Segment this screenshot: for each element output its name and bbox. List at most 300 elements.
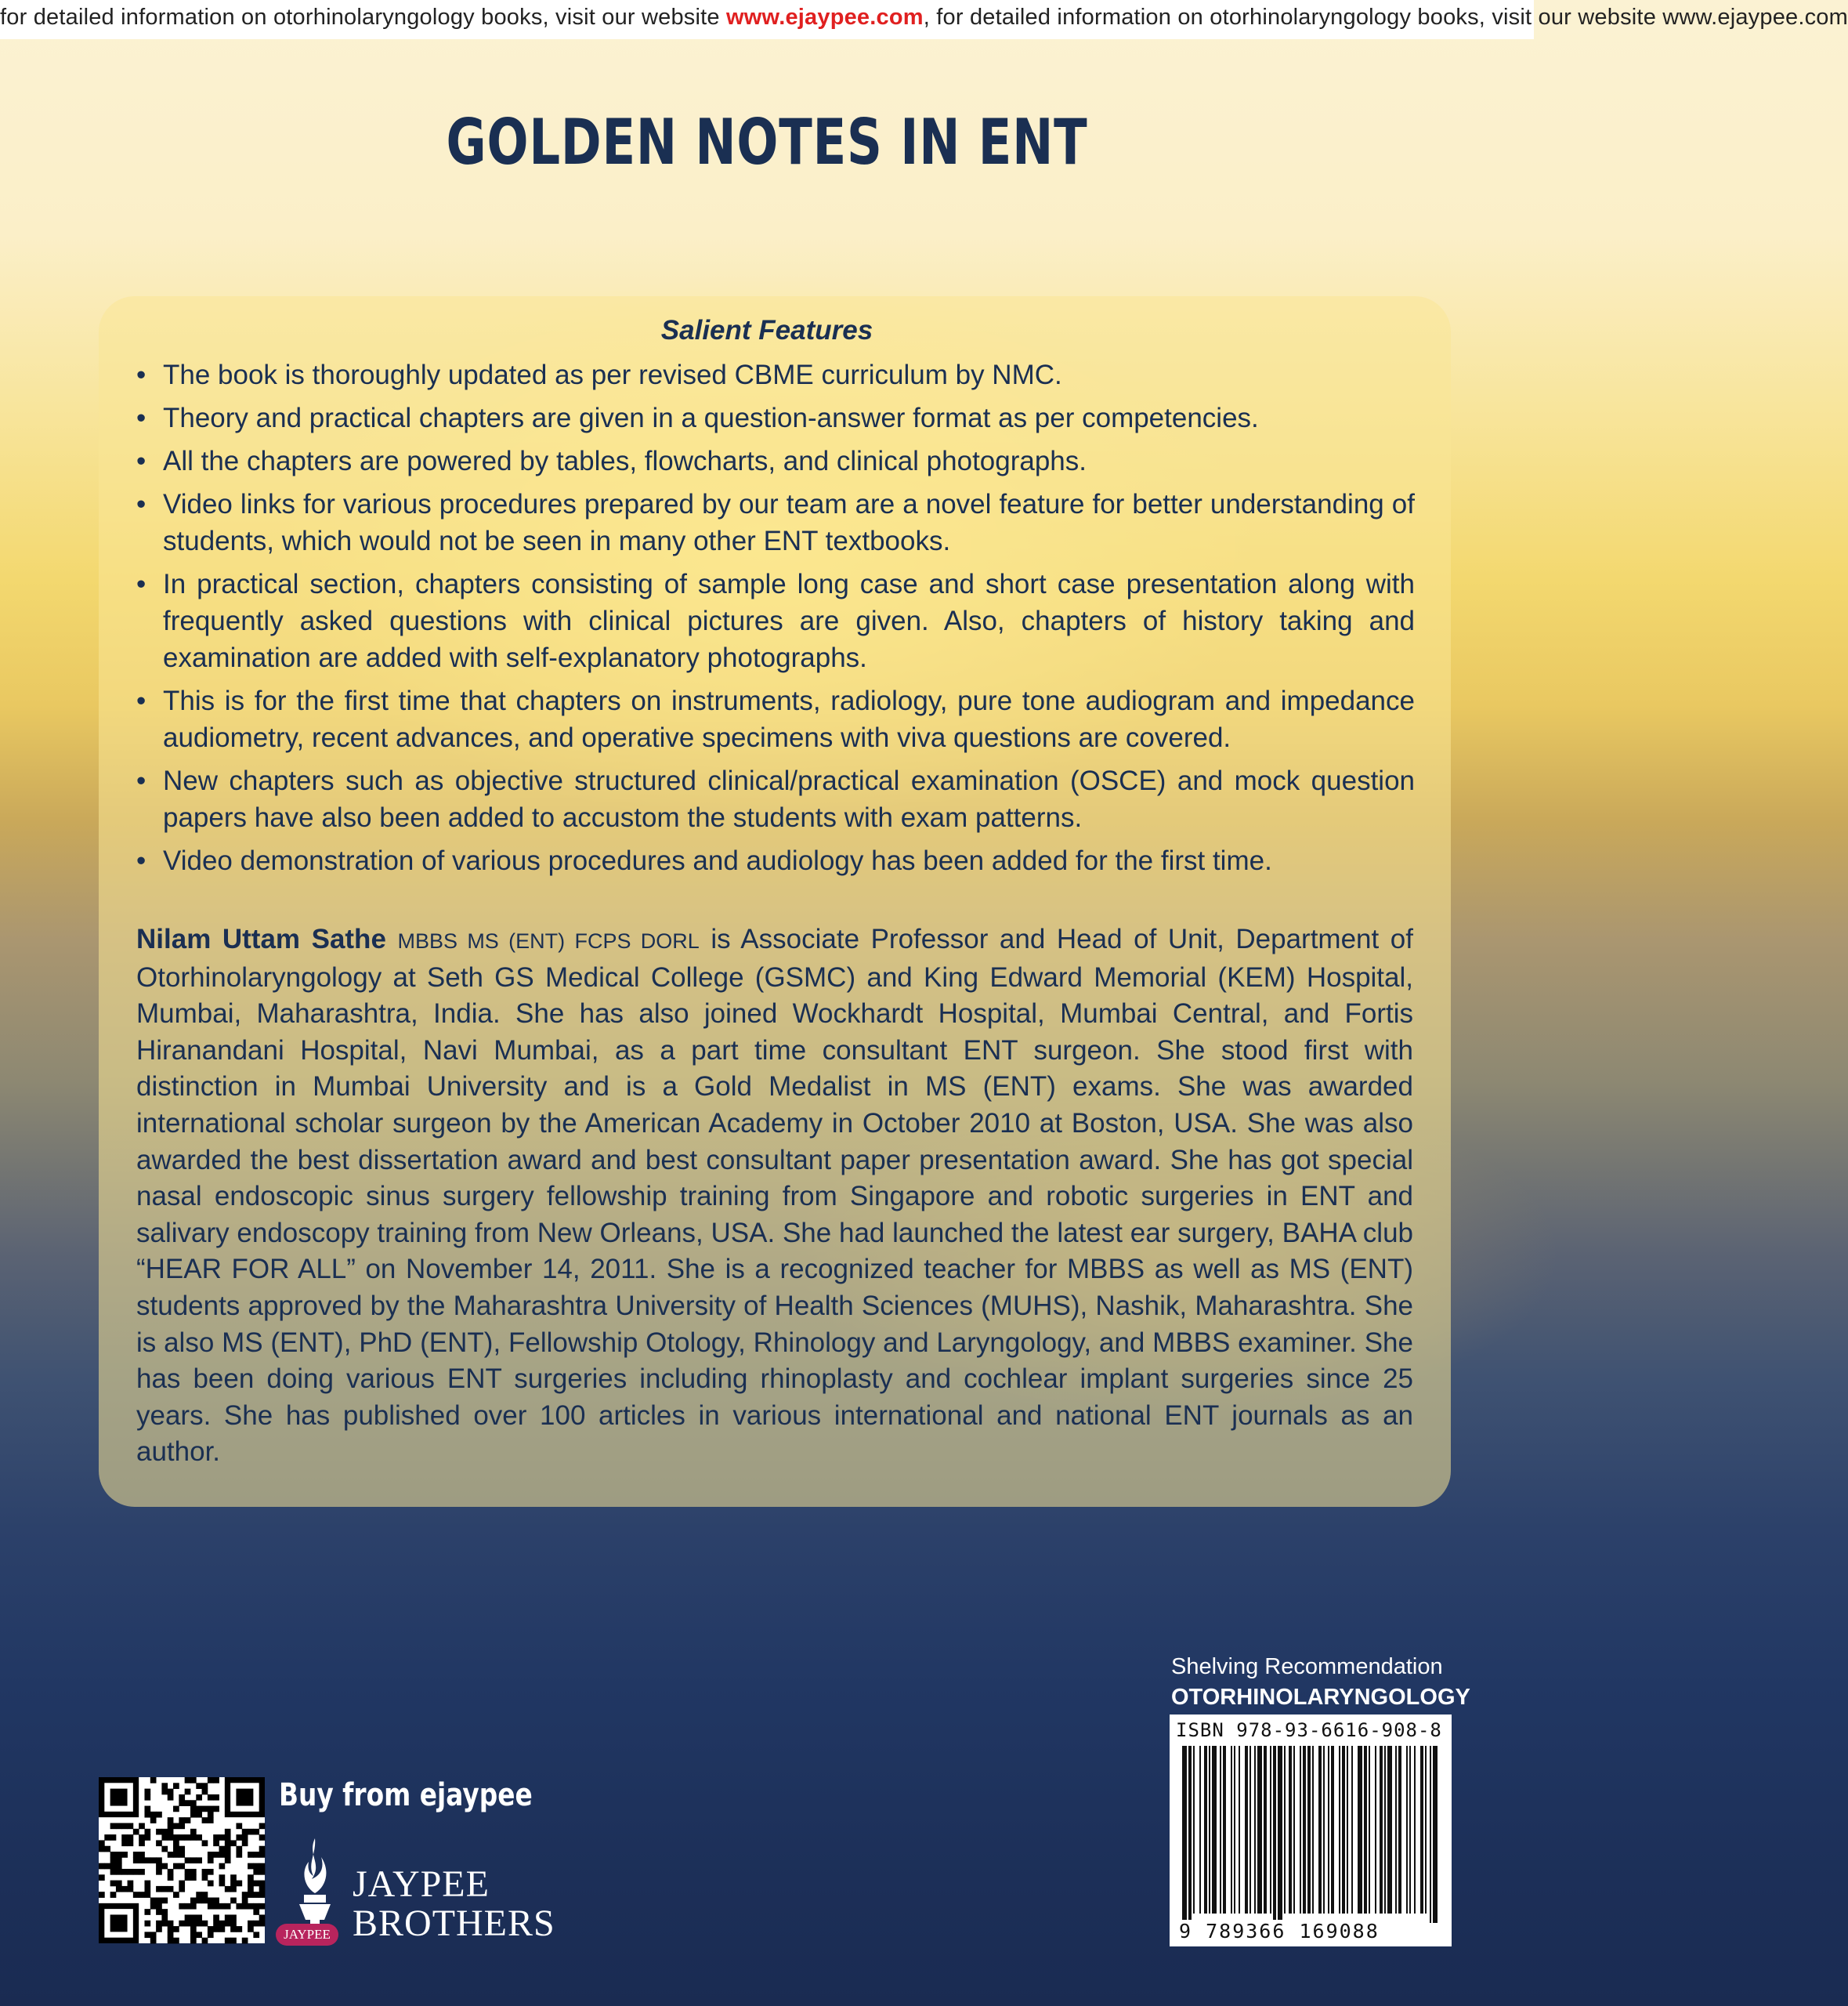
qr-module	[179, 1834, 185, 1841]
qr-module	[248, 1892, 254, 1898]
barcode-bar	[1364, 1746, 1367, 1914]
qr-module	[168, 1834, 174, 1841]
qr-module	[208, 1898, 214, 1904]
barcode-bar	[1387, 1746, 1392, 1914]
barcode-bar	[1430, 1746, 1431, 1923]
qr-module	[179, 1921, 185, 1927]
barcode-bar	[1284, 1746, 1286, 1914]
barcode-bars	[1177, 1746, 1444, 1926]
qr-module	[225, 1886, 231, 1892]
qr-module	[116, 1852, 122, 1858]
qr-module	[196, 1812, 202, 1818]
qr-module	[219, 1881, 226, 1887]
qr-module	[168, 1823, 174, 1829]
qr-module	[185, 1921, 191, 1927]
qr-module	[150, 1817, 157, 1823]
qr-module	[196, 1806, 202, 1812]
qr-module	[144, 1932, 150, 1938]
qr-module	[161, 1863, 168, 1870]
qr-module	[161, 1846, 168, 1852]
qr-module	[230, 1938, 237, 1944]
qr-module	[225, 1834, 231, 1841]
qr-module	[196, 1898, 202, 1904]
qr-module	[121, 1852, 128, 1858]
qr-finder-core	[110, 1914, 128, 1932]
qr-module	[110, 1881, 117, 1887]
qr-module	[128, 1869, 134, 1875]
qr-module	[208, 1806, 214, 1812]
feature-item	[133, 566, 1415, 676]
qr-module	[259, 1852, 266, 1858]
qr-module	[225, 1921, 231, 1927]
qr-module	[213, 1794, 219, 1801]
qr-module	[202, 1938, 208, 1944]
qr-module	[116, 1881, 122, 1887]
shelving-label: Shelving Recommendation	[1171, 1654, 1443, 1679]
qr-module	[104, 1846, 110, 1852]
qr-module	[225, 1852, 231, 1858]
qr-module	[156, 1898, 162, 1904]
feature-item	[133, 357, 1415, 393]
jaypee-badge: JAYPEE	[276, 1924, 338, 1946]
qr-module	[213, 1840, 219, 1846]
qr-module	[208, 1817, 214, 1823]
qr-module	[253, 1892, 259, 1898]
barcode-bar	[1212, 1746, 1217, 1914]
qr-module	[99, 1892, 105, 1898]
feature-item	[133, 486, 1415, 559]
qr-finder-core	[110, 1789, 128, 1806]
qr-module	[259, 1914, 266, 1921]
qr-module	[116, 1863, 122, 1870]
qr-module	[168, 1926, 174, 1932]
barcode-bar	[1312, 1746, 1314, 1914]
qr-module	[156, 1863, 162, 1870]
author-bio	[136, 922, 1413, 1471]
qr-module	[208, 1903, 214, 1910]
qr-module	[208, 1777, 214, 1783]
qr-code[interactable]	[99, 1777, 265, 1943]
barcode-bar	[1369, 1746, 1370, 1914]
feature-item	[133, 443, 1415, 480]
qr-module	[104, 1863, 110, 1870]
barcode-bar	[1358, 1746, 1362, 1914]
qr-module	[110, 1823, 117, 1829]
qr-module	[213, 1898, 219, 1904]
shelving-recommendation	[1171, 1652, 1470, 1713]
qr-module	[144, 1881, 150, 1887]
qr-module	[230, 1840, 237, 1846]
bullet-icon: •	[136, 489, 146, 520]
barcode-bar	[1300, 1746, 1301, 1914]
qr-module	[259, 1869, 266, 1875]
qr-module	[150, 1903, 157, 1910]
qr-module	[110, 1892, 117, 1898]
top-banner-text	[0, 5, 1848, 31]
barcode-bar	[1223, 1746, 1226, 1914]
barcode-bar	[1249, 1746, 1251, 1914]
qr-module	[150, 1857, 157, 1863]
qr-module	[144, 1892, 150, 1898]
qr-module	[208, 1869, 214, 1875]
website-link[interactable]: www.ejaypee.com	[726, 5, 924, 30]
qr-module	[196, 1857, 202, 1863]
qr-module	[230, 1898, 237, 1904]
qr-module	[236, 1881, 242, 1887]
feature-item	[133, 842, 1415, 879]
qr-module	[156, 1812, 162, 1818]
qr-module	[190, 1921, 197, 1927]
isbn-label: ISBN 978-93-6616-908-8	[1176, 1719, 1442, 1741]
bullet-icon: •	[136, 845, 146, 876]
qr-module	[202, 1921, 208, 1927]
qr-module	[225, 1846, 231, 1852]
qr-module	[219, 1852, 226, 1858]
barcode-bar	[1323, 1746, 1325, 1914]
qr-module	[196, 1794, 202, 1801]
qr-module	[168, 1817, 174, 1823]
barcode-bar	[1328, 1746, 1329, 1914]
barcode-bar	[1231, 1746, 1232, 1914]
qr-module	[173, 1938, 179, 1944]
top-banner-prefix: for detailed information on otorhinolaryngology books, visit our website	[0, 5, 726, 30]
barcode-bar	[1270, 1746, 1271, 1914]
qr-module	[121, 1834, 128, 1841]
qr-module	[144, 1806, 150, 1812]
qr-module	[139, 1840, 145, 1846]
qr-module	[196, 1932, 202, 1938]
top-banner	[0, 0, 1848, 39]
barcode-bar	[1339, 1746, 1340, 1914]
qr-module	[168, 1932, 174, 1938]
qr-module	[248, 1863, 254, 1870]
qr-module	[173, 1892, 179, 1898]
qr-module	[133, 1829, 139, 1835]
qr-module	[185, 1789, 191, 1795]
qr-module	[190, 1869, 197, 1875]
feature-text: The book is thoroughly updated as per revised CBME curriculum by NMC.	[163, 360, 1062, 390]
feature-text: Video demonstration of various procedures and audiology has been added for the first time.	[163, 845, 1272, 876]
qr-module	[248, 1921, 254, 1927]
qr-module	[253, 1869, 259, 1875]
qr-module	[168, 1921, 174, 1927]
publisher-name	[353, 1865, 555, 1943]
barcode-bar	[1245, 1746, 1248, 1914]
qr-module	[248, 1926, 254, 1932]
bullet-icon: •	[136, 686, 146, 716]
qr-module	[173, 1846, 179, 1852]
qr-module	[179, 1794, 185, 1801]
qr-module	[230, 1886, 237, 1892]
qr-module	[248, 1903, 254, 1910]
qr-module	[121, 1886, 128, 1892]
qr-module	[150, 1812, 157, 1818]
qr-module	[190, 1874, 197, 1881]
qr-module	[128, 1886, 134, 1892]
qr-module	[156, 1909, 162, 1915]
barcode-bar	[1384, 1746, 1386, 1914]
barcode-bar	[1414, 1746, 1416, 1914]
qr-module	[173, 1840, 179, 1846]
qr-module	[144, 1829, 150, 1835]
qr-module	[202, 1783, 208, 1789]
qr-module	[219, 1863, 226, 1870]
qr-module	[190, 1834, 197, 1841]
qr-module	[259, 1846, 266, 1852]
barcode-bar	[1193, 1746, 1195, 1914]
qr-module	[185, 1800, 191, 1806]
qr-module	[179, 1863, 185, 1870]
qr-module	[156, 1857, 162, 1863]
qr-module	[190, 1932, 197, 1938]
qr-module	[219, 1846, 226, 1852]
qr-module	[161, 1909, 168, 1915]
qr-module	[116, 1886, 122, 1892]
qr-module	[99, 1840, 105, 1846]
qr-module	[242, 1840, 248, 1846]
qr-module	[236, 1834, 242, 1841]
barcode-bar	[1239, 1746, 1240, 1914]
qr-module	[156, 1926, 162, 1932]
qr-module	[185, 1817, 191, 1823]
qr-module	[253, 1921, 259, 1927]
qr-module	[208, 1857, 214, 1863]
qr-module	[128, 1881, 134, 1887]
qr-module	[242, 1892, 248, 1898]
qr-module	[236, 1852, 242, 1858]
qr-module	[259, 1892, 266, 1898]
qr-module	[185, 1869, 191, 1875]
qr-module	[116, 1869, 122, 1875]
qr-module	[253, 1863, 259, 1870]
qr-module	[179, 1800, 185, 1806]
qr-module	[128, 1823, 134, 1829]
qr-module	[168, 1886, 174, 1892]
qr-module	[225, 1840, 231, 1846]
qr-module	[248, 1874, 254, 1881]
qr-module	[133, 1852, 139, 1858]
qr-module	[248, 1829, 254, 1835]
qr-module	[202, 1898, 208, 1904]
qr-module	[196, 1834, 202, 1841]
qr-finder-core	[236, 1789, 253, 1806]
qr-module	[185, 1834, 191, 1841]
feature-item	[133, 683, 1415, 756]
qr-module	[213, 1903, 219, 1910]
qr-module	[208, 1926, 214, 1932]
qr-module	[213, 1921, 219, 1927]
qr-module	[213, 1806, 219, 1812]
qr-module	[116, 1857, 122, 1863]
qr-module	[242, 1898, 248, 1904]
barcode-digits: 9 789366 169088	[1179, 1920, 1380, 1943]
qr-module	[173, 1783, 179, 1789]
features-heading: Salient Features	[660, 315, 873, 346]
qr-module	[196, 1892, 202, 1898]
qr-module	[144, 1921, 150, 1927]
barcode-bar	[1220, 1746, 1221, 1914]
qr-module	[190, 1812, 197, 1818]
qr-module	[236, 1903, 242, 1910]
qr-module	[185, 1777, 191, 1783]
qr-module	[168, 1874, 174, 1881]
qr-module	[230, 1881, 237, 1887]
barcode-bar	[1347, 1746, 1348, 1914]
barcode-bar	[1331, 1746, 1334, 1914]
qr-module	[161, 1789, 168, 1795]
qr-module	[110, 1852, 117, 1858]
qr-module	[139, 1857, 145, 1863]
qr-module	[110, 1857, 117, 1863]
qr-module	[225, 1829, 231, 1835]
qr-module	[144, 1909, 150, 1915]
barcode-bar	[1204, 1746, 1207, 1914]
qr-module	[259, 1881, 266, 1887]
qr-module	[179, 1852, 185, 1858]
qr-module	[219, 1834, 226, 1841]
barcode-bar	[1420, 1746, 1423, 1914]
qr-module	[190, 1914, 197, 1921]
qr-module	[144, 1812, 150, 1818]
barcode-bar	[1199, 1746, 1201, 1914]
qr-module	[230, 1921, 237, 1927]
buy-from-ejaypee[interactable]: Buy from ejaypee	[279, 1777, 533, 1813]
bullet-icon: •	[136, 403, 146, 433]
qr-module	[104, 1834, 110, 1841]
qr-module	[150, 1777, 157, 1783]
qr-module	[156, 1886, 162, 1892]
barcode-bar	[1307, 1746, 1311, 1914]
qr-module	[190, 1806, 197, 1812]
author-bio-text: is Associate Professor and Head of Unit, Department of Otorhinolaryngology at Seth GS Medical College (GSMC) and King Edward Memorial (KEM) Hospital, Mumbai, Maharashtra, India. She has also joined Wockhardt Hospital, Mumbai Central, and Fortis Hiranandani Hospital, Navi Mumbai, as a part time consultant ENT surgeon. She stood first with distinction in Mumbai University and is a Gold Medalist in MS (ENT) exams. She was awarded international scholar surgeon by the American Academy in October 2010 at Boston, USA. She was also awarded the best dissertation award and best consultant paper presentation award. She has got special nasal endoscopic sinus surgery fellowship training from Singapore and robotic surgeries in ENT and salivary endoscopy training from New Orleans, USA. She had launched the latest ear surgery, BAHA club “HEAR FOR ALL” on November 14, 2011. She is a recognized teacher for MBBS as well as MS (ENT) students approved by the Maharashtra University of Health Sciences (MUHS), Nashik, Maharashtra. She is also MS (ENT), PhD (ENT), Fellowship Otology, Rhinology and Laryngology, and MBBS examiner. She has been doing various ENT surgeries including rhinoplasty and cochlear implant surgeries since 25 years. She has published over 100 articles in various international and national ENT journals as an author.	[136, 924, 1413, 1468]
qr-module	[161, 1921, 168, 1927]
barcode	[1170, 1715, 1452, 1946]
qr-module	[133, 1869, 139, 1875]
qr-module	[144, 1886, 150, 1892]
qr-module	[144, 1834, 150, 1841]
qr-module	[173, 1852, 179, 1858]
qr-module	[144, 1789, 150, 1795]
qr-module	[161, 1914, 168, 1921]
qr-module	[202, 1817, 208, 1823]
qr-module	[168, 1852, 174, 1858]
qr-module	[190, 1938, 197, 1944]
qr-module	[121, 1823, 128, 1829]
qr-module	[179, 1823, 185, 1829]
qr-module	[230, 1926, 237, 1932]
qr-module	[230, 1874, 237, 1881]
barcode-bar	[1406, 1746, 1408, 1914]
qr-module	[173, 1834, 179, 1841]
barcode-bar	[1257, 1746, 1262, 1914]
qr-module	[139, 1852, 145, 1858]
qr-module	[202, 1869, 208, 1875]
qr-module	[156, 1840, 162, 1846]
qr-module	[202, 1892, 208, 1898]
qr-module	[253, 1909, 259, 1915]
qr-module	[242, 1903, 248, 1910]
qr-module	[225, 1857, 231, 1863]
feature-item	[133, 400, 1415, 436]
qr-module	[161, 1829, 168, 1835]
barcode-bar	[1342, 1746, 1345, 1914]
qr-module	[208, 1932, 214, 1938]
barcode-bar	[1395, 1746, 1397, 1914]
qr-module	[242, 1829, 248, 1835]
barcode-bar	[1188, 1746, 1192, 1923]
barcode-bar	[1234, 1746, 1235, 1914]
barcode-bar	[1351, 1746, 1353, 1914]
qr-module	[168, 1938, 174, 1944]
barcode-bar	[1398, 1746, 1401, 1914]
qr-module	[259, 1903, 266, 1910]
qr-module	[248, 1886, 254, 1892]
qr-module	[196, 1921, 202, 1927]
qr-module	[253, 1829, 259, 1835]
feature-text: Video links for various procedures prepared by our team are a novel feature for better understanding of students, which would not be seen in many other ENT textbooks.	[163, 489, 1415, 556]
qr-module	[150, 1932, 157, 1938]
qr-module	[213, 1834, 219, 1841]
qr-module	[156, 1829, 162, 1835]
features-list	[133, 357, 1415, 885]
barcode-bar	[1278, 1746, 1282, 1923]
qr-module	[121, 1869, 128, 1875]
qr-module	[219, 1874, 226, 1881]
qr-module	[128, 1840, 134, 1846]
qr-module	[179, 1903, 185, 1910]
qr-module	[161, 1898, 168, 1904]
qr-module	[179, 1886, 185, 1892]
qr-module	[168, 1869, 174, 1875]
qr-module	[219, 1903, 226, 1910]
qr-module	[144, 1794, 150, 1801]
qr-module	[242, 1938, 248, 1944]
qr-module	[173, 1806, 179, 1812]
qr-module	[202, 1789, 208, 1795]
barcode-bar	[1375, 1746, 1376, 1914]
qr-module	[179, 1817, 185, 1823]
qr-module	[110, 1834, 117, 1841]
barcode-bar	[1425, 1746, 1427, 1914]
qr-module	[173, 1926, 179, 1932]
qr-module	[213, 1926, 219, 1932]
qr-module	[121, 1840, 128, 1846]
bullet-icon: •	[136, 360, 146, 390]
qr-module	[99, 1863, 105, 1870]
qr-module	[236, 1823, 242, 1829]
qr-module	[179, 1881, 185, 1887]
qr-module	[173, 1863, 179, 1870]
feature-text: This is for the first time that chapters on instruments, radiology, pure tone audiogram and impedance audiometry, recent advances, and operative specimens with viva questions are covered.	[163, 686, 1415, 753]
qr-module	[161, 1886, 168, 1892]
qr-module	[208, 1812, 214, 1818]
qr-module	[185, 1903, 191, 1910]
qr-module	[110, 1863, 117, 1870]
qr-module	[99, 1846, 105, 1852]
top-banner-suffix: , for detailed information on otorhinolaryngology books, visit our website www.ejaypee.com	[923, 5, 1848, 30]
qr-module	[213, 1777, 219, 1783]
qr-module	[99, 1874, 105, 1881]
qr-module	[259, 1823, 266, 1829]
qr-module	[185, 1914, 191, 1921]
qr-module	[133, 1857, 139, 1863]
qr-module	[253, 1932, 259, 1938]
barcode-bar	[1254, 1746, 1256, 1914]
qr-module	[202, 1806, 208, 1812]
feature-text: All the chapters are powered by tables, flowcharts, and clinical photographs.	[163, 446, 1087, 476]
qr-module	[196, 1783, 202, 1789]
barcode-bar	[1289, 1746, 1292, 1914]
